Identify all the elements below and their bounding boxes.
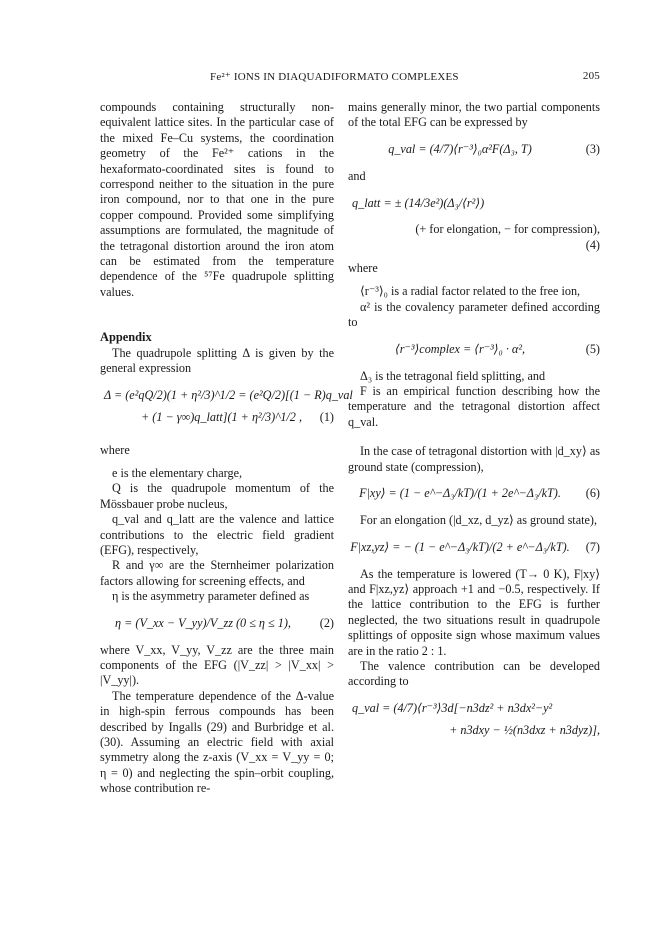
definition-item: Q is the quadrupole momentum of the Mössbauer probe nucleus, [100,481,334,511]
definition-item: η is the asymmetry parameter defined as [112,589,310,604]
right-column [348,100,600,742]
definition-item: α² is the covalency parameter defined according to [348,299,600,330]
where-label-1: where [100,442,130,457]
running-title: Fe²⁺ IONS IN DIAQUADIFORMATO COMPLEXES [210,71,459,83]
equation-3: q_val = (4/7)⟨r⁻³⟩₀α²F(Δ₃, T) (3) [388,142,600,157]
definition-item: Δ₃ is the tetragonal field splitting, and [360,368,546,383]
equation-1-line-2: + (1 − γ∞)q_latt](1 + η²/3)^1/2 , (1) [141,409,334,424]
where-label-2: where [348,261,378,276]
definition-item: ⟨r⁻³⟩₀ is a radial factor related to the free ion, [360,284,581,299]
definition-item: R and γ∞ are the Sternheimer polarization factors allowing for screening effects, and [100,558,334,588]
equation-5: ⟨r⁻³⟩complex = ⟨r⁻³⟩₀ · α², (5) [394,341,600,356]
continuation-paragraph: mains generally minor, the two partial components of the total EFG can be expressed by [348,100,600,130]
equation-2: η = (V_xx − V_yy)/V_zz (0 ≤ η ≤ 1), (2) [115,615,334,630]
and-label: and [348,168,366,183]
definition-item: q_val and q_latt are the valence and lattice contributions to the electric field gradient (EFG), respectively, [100,512,334,557]
equation-1-line-1: Δ = (e²qQ/2)(1 + η²/3)^1/2 = (e²Q/2)[(1 − R)q_val [104,387,353,402]
intro-paragraph: compounds containing structurally non-equivalent lattice sites. In the particular case of the mixed Fe–Cu systems, the coordination geometry of the Fe²⁺ cations in the hexaformato-coordinated sites is found to correspond neither to the situation in the pure iron compound, nor to that one in the pure copper compound. Provided some simplifying assumptions are formulated, the magnitude of the tetragonal distortion around the iron atom can be estimated from the temperature dependence of the ⁵⁷Fe quadrupole splitting values. [100,100,334,299]
equation-6-number: (6) [585,486,600,501]
appendix-paragraph: The quadrupole splitting Δ is given by the general expression [100,345,334,376]
valence-paragraph: The valence contribution can be developed according to [348,658,600,689]
equation-4-number: (4) [585,237,600,252]
appendix-heading: Appendix [100,330,152,345]
after-equation-2: where V_xx, V_yy, V_zz are the three main components of the EFG (|V_zz| > |V_xx| > |V_yy|). [100,642,334,688]
limit-paragraph: As the temperature is lowered (T→ 0 K), F|xy⟩ and F|xz,yz⟩ approach +1 and −0.5, respectively. If the lattice contribution to the EFG is further neglected, the two situations result in quadrupole splittings of opposite sign whose maximum values are in the ratio 2 : 1. [348,566,600,658]
page-number: 205 [582,70,600,82]
equation-8-line-1: q_val = (4/7)⟨r⁻³⟩3d[−n3dz² + n3dx²−y² [352,701,553,716]
left-column [100,100,353,797]
equation-1-number: (1) [319,409,334,424]
elongation-paragraph: For an elongation (|d_xz, d_yz⟩ as ground state), [360,513,598,528]
compression-paragraph: In the case of tetragonal distortion with |d_xy⟩ as ground state (compression), [348,444,600,474]
equation-3-number: (3) [585,142,600,157]
equation-5-number: (5) [585,341,600,356]
equation-2-number: (2) [319,615,334,630]
equation-6: F|xy⟩ = (1 − e^−Δ₃/kT)/(1 + 2e^−Δ₃/kT). (6) [359,486,600,501]
temperature-paragraph: The temperature dependence of the Δ-value in high-spin ferrous compounds has been described by Ingalls (29) and Burbridge et al. (30). Assuming an electric field with axial symmetry along the z-axis (V_xx = V_yy = 0; η = 0) and neglecting the spin–orbit coupling, whose contribution re- [100,688,334,796]
definition-item: F is an empirical function describing how the temperature and the tetragonal distortion affect q_val. [348,384,600,429]
equation-4: q_latt = ± (14/3e²)(Δ₃/⟨r²⟩) [352,195,485,210]
equation-7: F|xz,yz⟩ = − (1 − e^−Δ₃/kT)/(2 + e^−Δ₃/kT). (7) [350,539,600,554]
equation-7-number: (7) [585,539,600,554]
definition-item: e is the elementary charge, [112,465,243,480]
equation-4-note: (+ for elongation, − for compression), [415,222,600,237]
equation-8-line-2: + n3dxy − ½(n3dxz + n3dyz)], [449,723,600,738]
